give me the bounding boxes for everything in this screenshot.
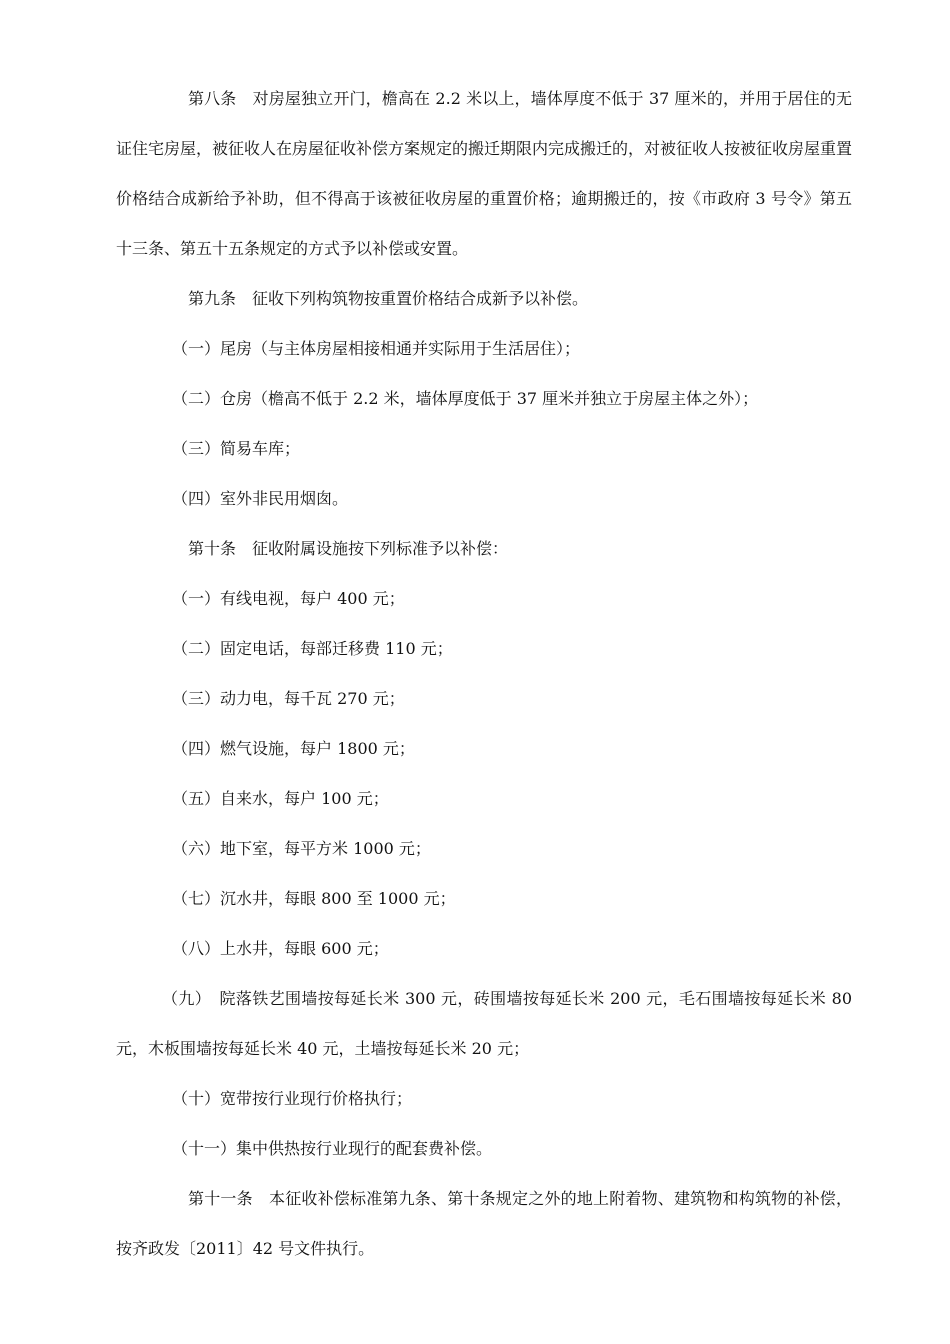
article-9-item-4: （四）室外非民用烟囱。 — [172, 489, 349, 508]
article-8: 第八条 对房屋独立开门，檐高在 2.2 米以上，墙体厚度不低于 37 厘米的，并用于居住的无证住宅房屋，被征收人在房屋征收补偿方案规定的搬迁期限内完成搬迁的，对被征收人按被征收房屋重置价格结合成新给予补助，但不得高于该被征收房屋的重置价格；逾期搬迁的，按《市政府 3 号令》第五十三条、第五十五条规定的方式予以补偿或安置。 — [116, 89, 853, 258]
article-10-item-8: （八）上水井，每眼 600 元； — [172, 939, 389, 958]
article-10-item-7: （七）沉水井，每眼 800 至 1000 元； — [172, 889, 456, 908]
article-9-item-3: （三）简易车库； — [172, 439, 301, 458]
article-10-item-11: （十一）集中供热按行业现行的配套费补偿。 — [172, 1139, 493, 1158]
article-10-item-9: （九） 院落铁艺围墙按每延长米 300 元，砖围墙按每延长米 200 元，毛石围墙按每延长米 80 元，木板围墙按每延长米 40 元，土墙按每延长米 20 元； — [116, 989, 852, 1058]
article-9-item-2: （二）仓房（檐高不低于 2.2 米，墙体厚度低于 37 厘米并独立于房屋主体之外）； — [172, 389, 759, 408]
article-10-item-4: （四）燃气设施，每户 1800 元； — [172, 739, 415, 758]
article-10-item-5: （五）自来水，每户 100 元； — [172, 789, 389, 808]
article-9-item-1: （一）尾房（与主体房屋相接相通并实际用于生活居住）； — [172, 339, 581, 358]
article-10-item-10: （十）宽带按行业现行价格执行； — [172, 1089, 413, 1108]
article-10-item-2: （二）固定电话，每部迁移费 110 元； — [172, 639, 453, 658]
article-10: 第十条 征收附属设施按下列标准予以补偿： — [188, 539, 509, 558]
article-11: 第十一条 本征收补偿标准第九条、第十条规定之外的地上附着物、建筑物和构筑物的补偿，按齐政发〔2011〕42 号文件执行。 — [116, 1189, 852, 1258]
article-10-item-1: （一）有线电视，每户 400 元； — [172, 589, 405, 608]
article-9: 第九条 征收下列构筑物按重置价格结合成新予以补偿。 — [188, 289, 589, 308]
article-10-item-3: （三）动力电，每千瓦 270 元； — [172, 689, 405, 708]
article-10-item-6: （六）地下室，每平方米 1000 元； — [172, 839, 431, 858]
